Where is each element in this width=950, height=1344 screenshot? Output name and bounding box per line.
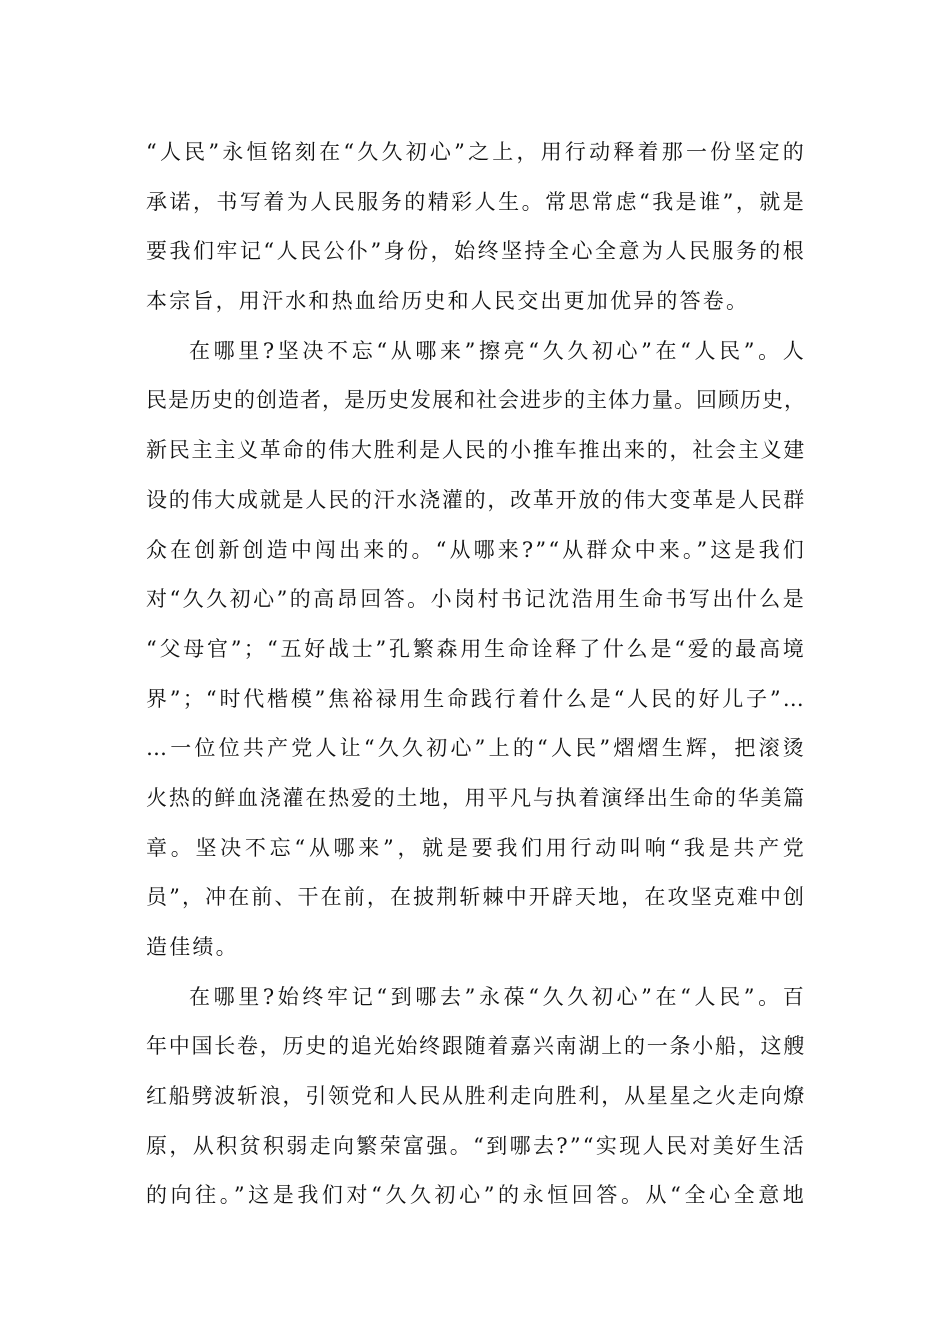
text-line: …一位位共产党人让“久久初心”上的“人民”熠熠生辉，把滚烫	[146, 736, 806, 761]
text-line: “人民”永恒铭刻在“久久初心”之上，用行动释着那一份坚定的	[146, 140, 806, 164]
text-line: 对“久久初心”的高昂回答。小岗村书记沈浩用生命书写出什么是	[146, 587, 806, 612]
text-line: 的向往。”这是我们对“久久初心”的永恒回答。从“全心全意地	[146, 1183, 806, 1208]
text-line: 设的伟大成就是人民的汗水浇灌的，改革开放的伟大变革是人民群	[146, 487, 806, 512]
text-line: 年中国长卷，历史的追光始终跟随着嘉兴南湖上的一条小船，这艘	[146, 1034, 806, 1059]
text-line: 众在创新创造中闯出来的。“从哪来?”“从群众中来。”这是我们	[146, 537, 806, 562]
text-line: 本宗旨，用汗水和热血给历史和人民交出更加优异的答卷。	[146, 289, 750, 314]
text-line: 造佳绩。	[146, 935, 239, 959]
text-line: 原，从积贫积弱走向繁荣富强。“到哪去?”“实现人民对美好生活	[146, 1133, 806, 1158]
paragraph-start-line: 在哪里?始终牢记“到哪去”永葆“久久初心”在“人民”。百	[189, 984, 806, 1009]
text-line: 新民主主义革命的伟大胜利是人民的小推车推出来的，社会主义建	[146, 438, 806, 463]
text-line: 员”，冲在前、干在前，在披荆斩棘中开辟天地，在攻坚克难中创	[146, 885, 806, 910]
text-line: 承诺，书写着为人民服务的精彩人生。常思常虑“我是谁”，就是	[146, 189, 806, 214]
text-line: “父母官”；“五好战士”孔繁森用生命诠释了什么是“爱的最高境	[146, 636, 806, 661]
text-line: 要我们牢记“人民公仆”身份，始终坚持全心全意为人民服务的根	[146, 239, 806, 264]
text-line: 界”；“时代楷模”焦裕禄用生命践行着什么是“人民的好儿子”…	[146, 686, 806, 711]
text-line: 红船劈波斩浪，引领党和人民从胜利走向胜利，从星星之火走向燎	[146, 1084, 806, 1109]
text-line: 章。坚决不忘“从哪来”，就是要我们用行动叫响“我是共产党	[146, 835, 806, 860]
paragraph-start-line: 在哪里?坚决不忘“从哪来”擦亮“久久初心”在“人民”。人	[189, 338, 806, 363]
text-line: 民是历史的创造者，是历史发展和社会进步的主体力量。回顾历史，	[146, 388, 806, 413]
text-line: 火热的鲜血浇灌在热爱的土地，用平凡与执着演绎出生命的华美篇	[146, 785, 806, 810]
body-text	[146, 128, 806, 1221]
